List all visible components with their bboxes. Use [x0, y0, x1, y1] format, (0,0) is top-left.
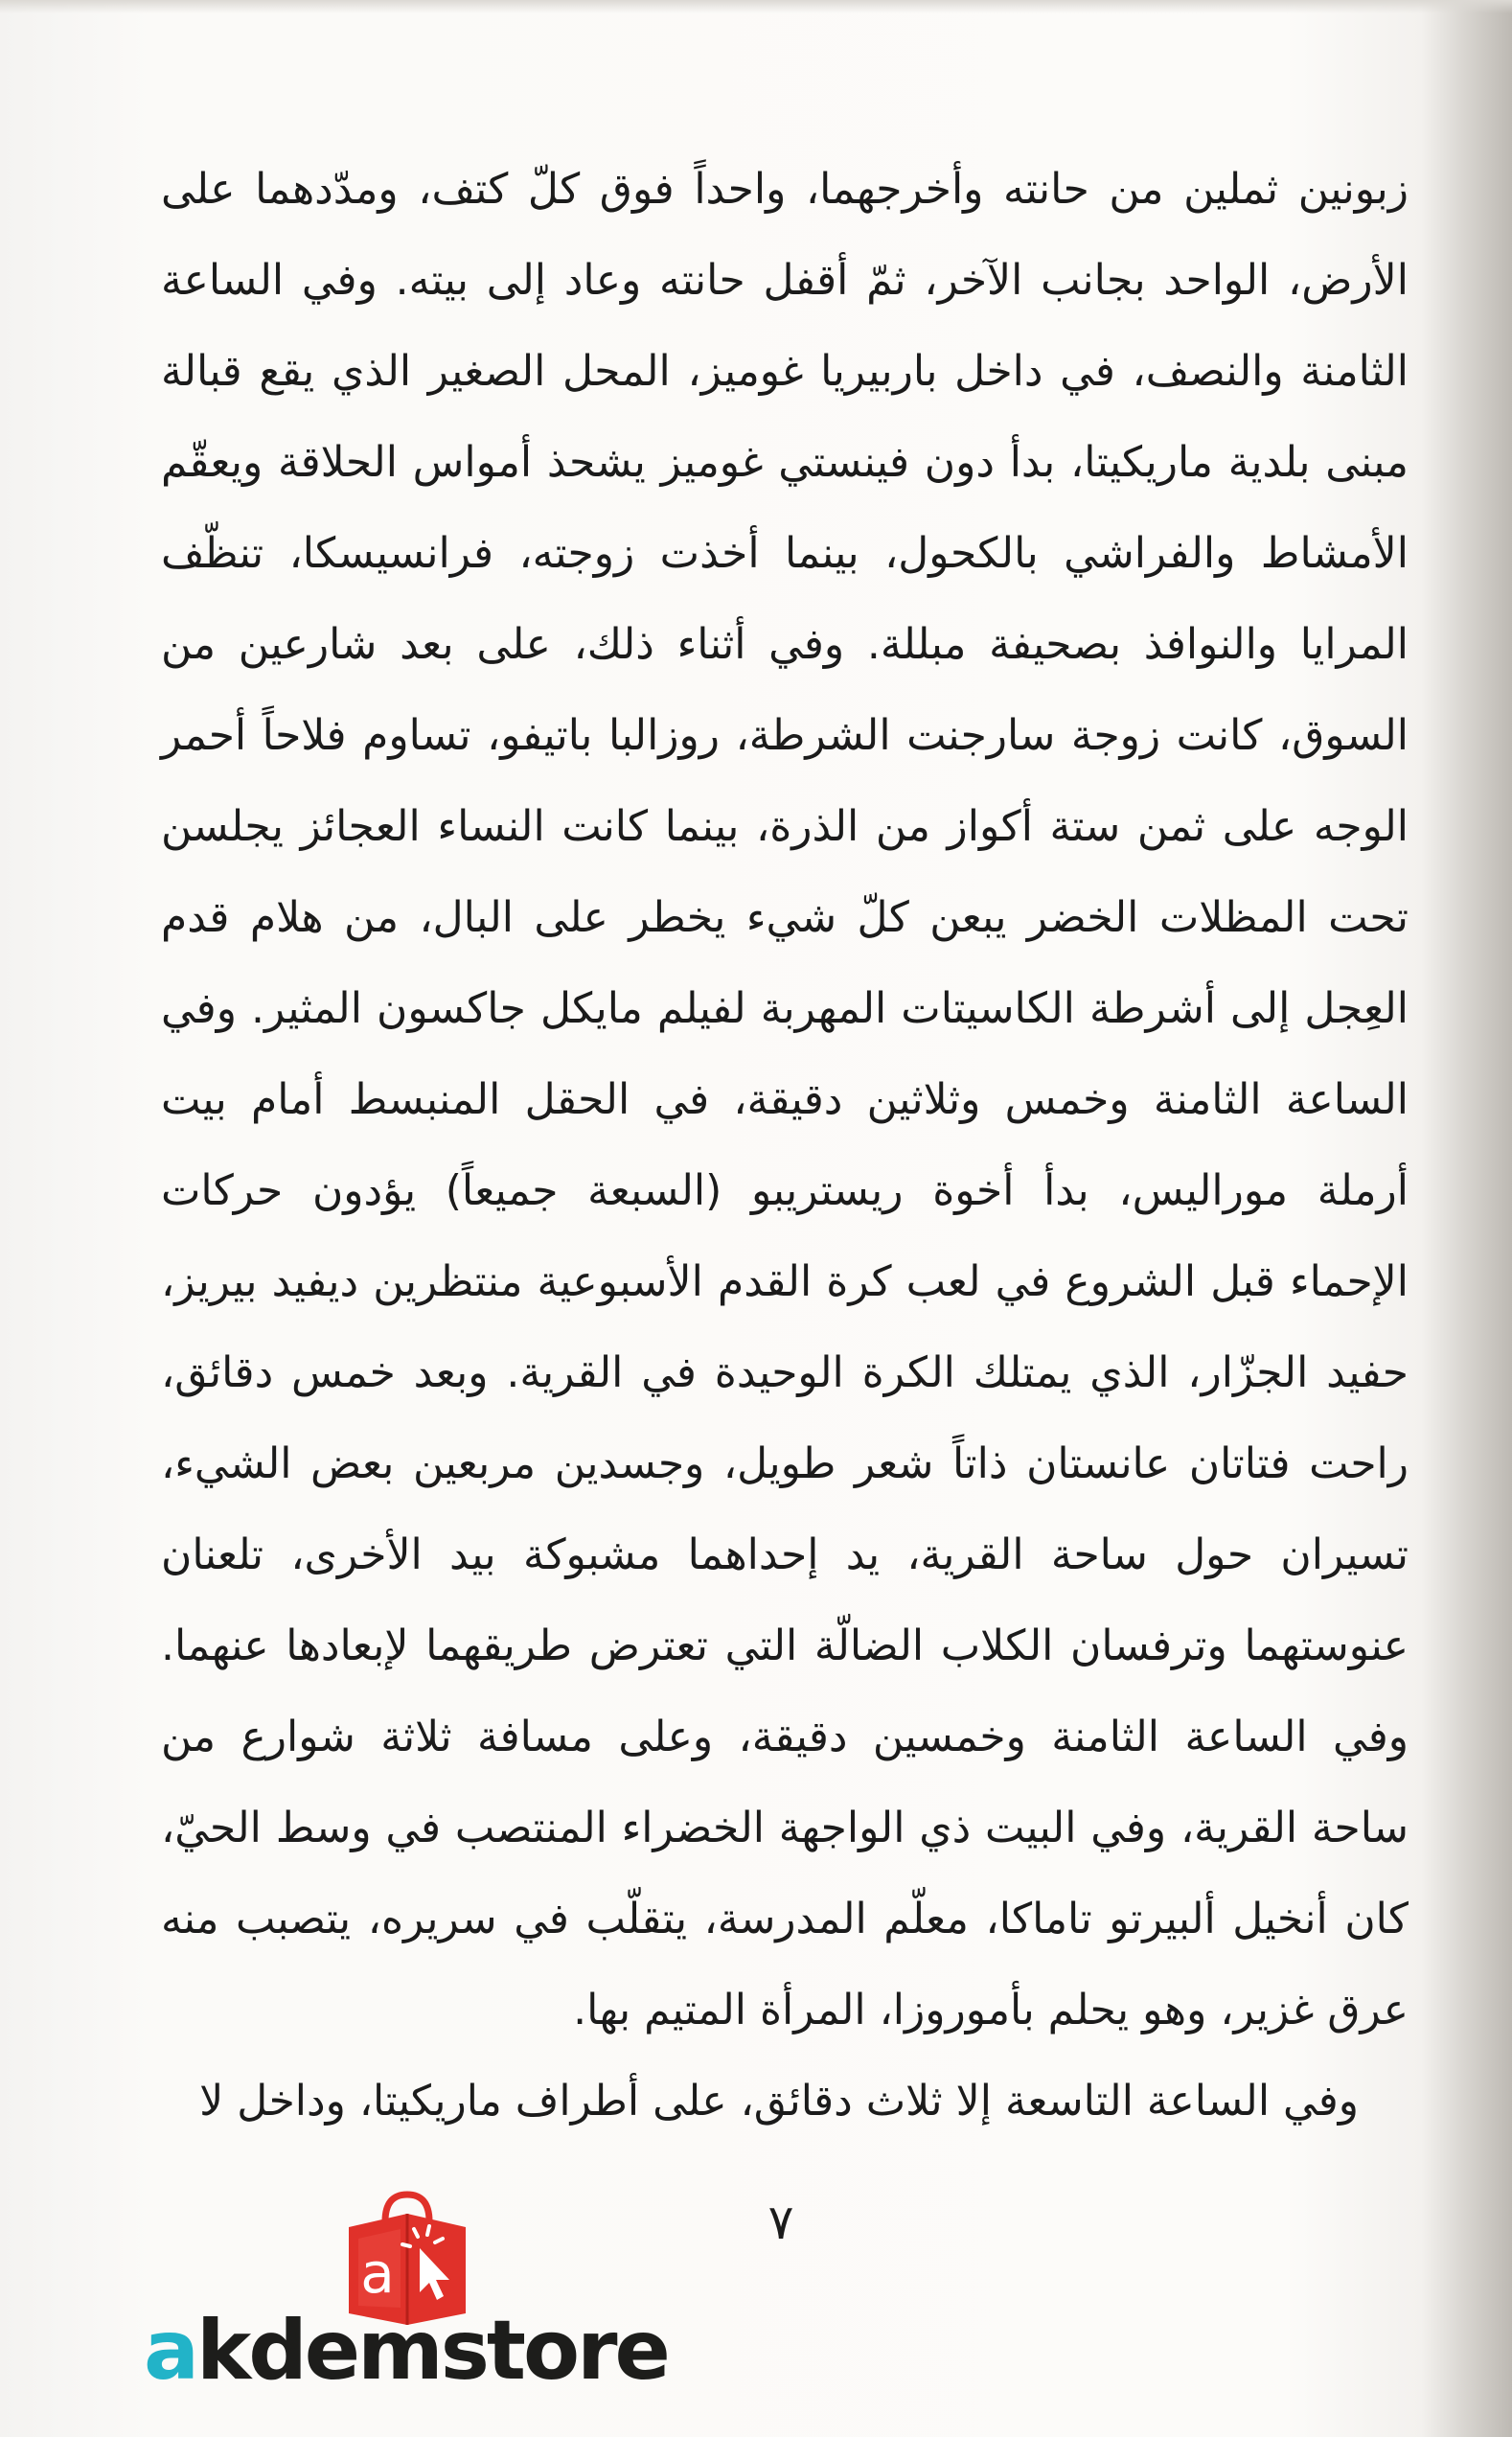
logo-wordmark-rest: kdemstore: [196, 2303, 668, 2399]
paragraph-2: وفي الساعة التاسعة إلا ثلاث دقائق، على أطراف ماريكيتا، وداخل لا: [199, 2077, 1359, 2126]
logo-wordmark: [144, 2303, 668, 2399]
page-top-edge: [0, 0, 1512, 13]
body-text: [161, 144, 1409, 2147]
akdemstore-logo: [144, 2185, 668, 2399]
paragraph-1: زبونين ثملين من حانته وأخرجهما، واحداً فوق كلّ كتف، ومدّدهما على الأرض، الواحد بجانب الآخر، ثمّ أقفل حانته وعاد إلى بيته. وفي الساعة الثامنة والنصف، في داخل باربيريا غوميز، المحل الصغير الذي يقع قبالة مبنى بلدية ماريكيتا، بدأ دون فينستي غوميز يشحذ أمواس الحلاقة ويعقّم الأمشاط والفراشي بالكحول، بينما أخذت زوجته، فرانسيسكا، تنظّف المرايا والنوافذ بصحيفة مبللة. وفي أثناء ذلك، على بعد شارعين من السوق، كانت زوجة سارجنت الشرطة، روزالبا باتيفو، تساوم فلاحاً أحمر الوجه على ثمن ستة أكواز من الذرة، بينما كانت النساء العجائز يجلسن تحت المظلات الخضر يبعن كلّ شيء يخطر على البال، من هلام قدم العِجل إلى أشرطة الكاسيتات المهربة لفيلم مايكل جاكسون المثير. وفي الساعة الثامنة وخمس وثلاثين دقيقة، في الحقل المنبسط أمام بيت أرملة موراليس، بدأ أخوة ريستريبو (السبعة جميعاً) يؤدون حركات الإحماء قبل الشروع في لعب كرة القدم الأسبوعية منتظرين ديفيد بيريز، حفيد الجزّار، الذي يمتلك الكرة الوحيدة في القرية. وبعد خمس دقائق، راحت فتاتان عانستان ذاتاً شعر طويل، وجسدين مربعين بعض الشيء، تسيران حول ساحة القرية، يد إحداهما مشبوكة بيد الأخرى، تلعنان عنوستهما وترفسان الكلاب الضالّة التي تعترض طريقهما لإبعادها عنهما. وفي الساعة الثامنة وخمسين دقيقة، وعلى مسافة ثلاثة شوارع من ساحة القرية، وفي البيت ذي الواجهة الخضراء المنتصب في وسط الحيّ، كان أنخيل ألبيرتو تاماكا، معلّم المدرسة، يتقلّب في سريره، يتصبب منه عرق غزير، وهو يحلم بأموروزا، المرأة المتيم بها.: [161, 165, 1409, 2035]
logo-wordmark-accent: a: [144, 2303, 197, 2399]
page-number: ٧: [767, 2195, 794, 2250]
logo-icon-letter: a: [360, 2241, 395, 2306]
